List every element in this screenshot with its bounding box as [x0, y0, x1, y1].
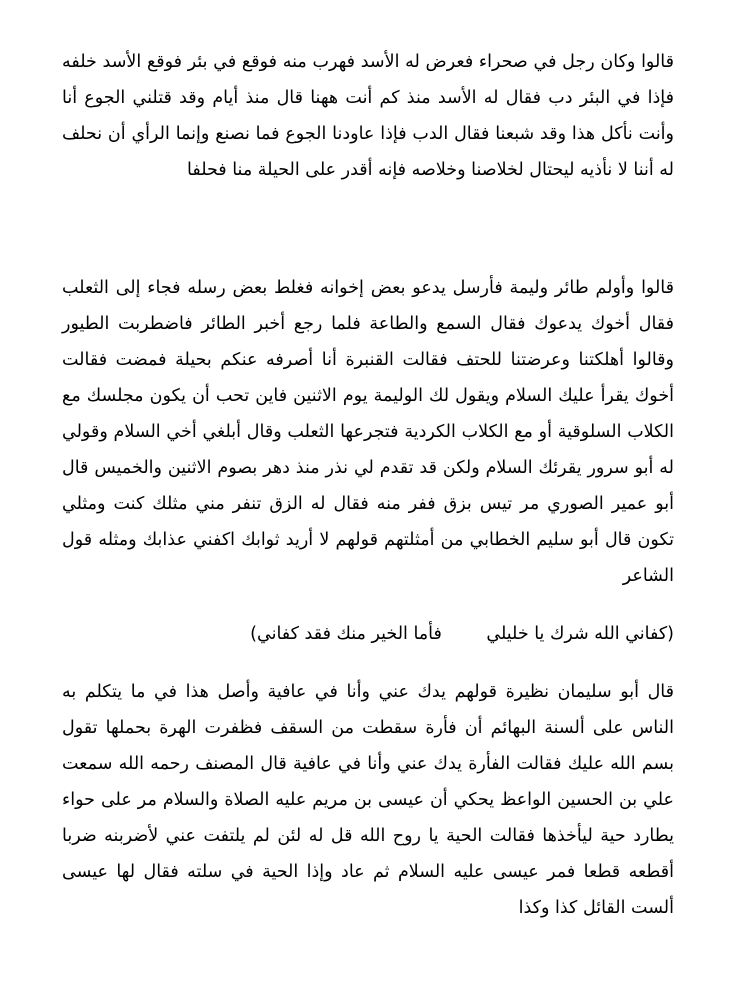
paragraph-spacer	[62, 652, 674, 674]
paragraph-bird-banquet: قالوا وأولم طائر وليمة فأرسل يدعو بعض إخوانه فغلط بعض رسله فجاء إلى الثعلب فقال أخوك يدعوك فقال السمع والطاعة فلما رجع أخبر الطائر فاضطربت الطيور وقالوا أهلكتنا وعرضتنا للحتف فقالت القنبرة أنا أصرفه عنكم بحيلة فمضت فقالت أخوك يقرأ عليك السلام ويقول لك الوليمة يوم الاثنين فاين تحب أن يكون مجلسك مع الكلاب السلوقية أو مع الكلاب الكردية فتجرعها الثعلب وقال أبلغي أخي السلام وقولي له أبو سرور يقرئك السلام ولكن قد تقدم لي نذر منذ دهر بصوم الاثنين والخميس قال أبو عمير الصوري مر تيس بزق ففر منه فقال له الزق تنفر مني مثلك كنت ومثلي تكون قال أبو سليم الخطابي من أمثلتهم قولهم لا أريد ثوابك اكفني عذابك ومثله قول الشاعر	[62, 278, 674, 586]
document-page	[62, 44, 674, 926]
paragraph-spacer	[62, 188, 674, 270]
paragraph-lion-and-bear: قالوا وكان رجل في صحراء فعرض له الأسد فهرب منه فوقع في بئر فوقع الأسد خلفه فإذا في البئر دب فقال له الأسد منذ كم أنت ههنا قال منذ أيام وقد قتلني الجوع أنا وأنت نأكل هذا وقد شبعنا فقال الدب فإذا عاودنا الجوع فما نصنع وإنما الرأي أن نحلف له أننا لا نأذيه ليحتال لخلاصنا وخلاصه فإنه أقدر على الحيلة منا فحلفا	[62, 52, 674, 180]
poetry-verse: (كفاني الله شرك يا خليلي فأما الخير منك فقد كفاني)	[250, 624, 674, 644]
paragraph-mouse-and-snake: قال أبو سليمان نظيرة قولهم يدك عني وأنا في عافية وأصل هذا في ما يتكلم به الناس على ألسنة البهائم أن فأرة سقطت من السقف فظفرت الهرة بحملها تقول بسم الله عليك فقالت الفأرة يدك عني وأنا في عافية قال المصنف رحمه الله سمعت علي بن الحسين الواعظ يحكي أن عيسى بن مريم عليه الصلاة والسلام مر على حواء يطارد حية ليأخذها فقالت الحية يا روح الله قل له لئن لم يلتفت عني لأضربنه ضربا أقطعه قطعا فمر عيسى عليه السلام ثم عاد وإذا الحية في سلته فقال لها عيسى ألست القائل كذا وكذا	[62, 682, 674, 918]
paragraph-spacer	[62, 594, 674, 616]
